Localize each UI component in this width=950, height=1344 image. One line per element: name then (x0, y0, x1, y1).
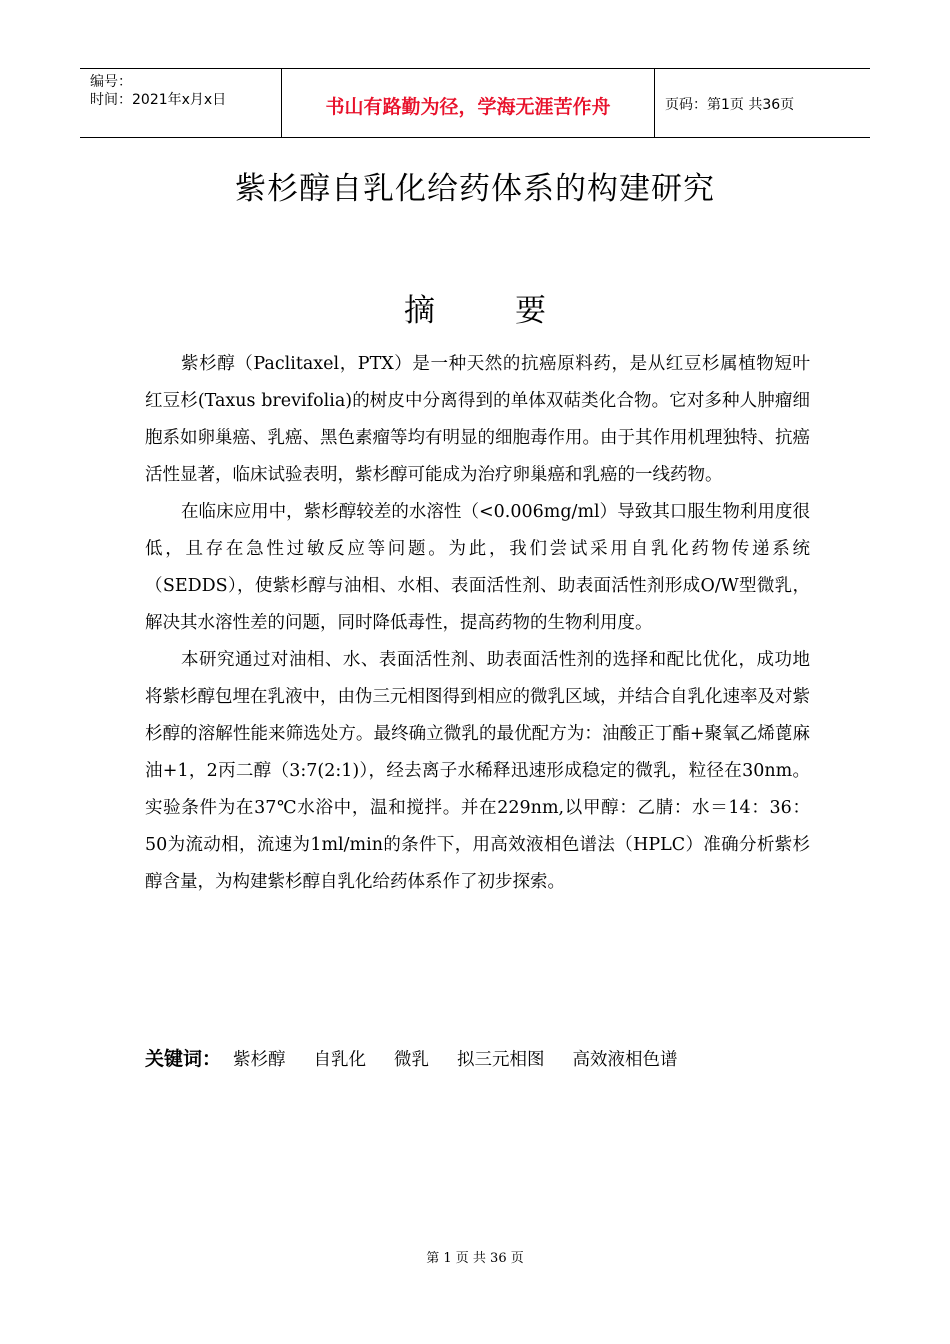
header-motto: 书山有路勤为径，学海无涯苦作舟 (282, 69, 655, 137)
keyword-item: 微乳 (394, 1050, 430, 1070)
keywords-line (145, 1044, 706, 1075)
document-date: 时间：2021年x月x日 (90, 92, 227, 108)
header-page-info: 页码：第1页 共36页 (665, 97, 795, 113)
document-title: 紫杉醇自乳化给药体系的构建研究 (235, 171, 715, 207)
abstract-body (145, 346, 810, 901)
abstract-paragraph: 紫杉醇（Paclitaxel，PTX）是一种天然的抗癌原料药，是从红豆杉属植物短叶红豆杉(Taxus brevifolia)的树皮中分离得到的单体双萜类化合物。它对多种人肿瘤细胞系如卵巢癌、乳癌、黑色素瘤等均有明显的细胞毒作用。由于其作用机理独特、抗癌活性显著，临床试验表明，紫杉醇可能成为治疗卵巢癌和乳癌的一线药物。 (145, 354, 810, 485)
header-meta (80, 69, 282, 137)
keyword-item: 紫杉醇 (233, 1050, 286, 1070)
abstract-heading (0, 285, 950, 330)
keywords-label: 关键词： (145, 1048, 222, 1070)
abstract-paragraph: 本研究通过对油相、水、表面活性剂、助表面活性剂的选择和配比优化，成功地将紫杉醇包埋在乳液中，由伪三元相图得到相应的微乳区域，并结合自乳化速率及对紫杉醇的溶解性能来筛选处方。最终确立微乳的最优配方为：油酸正丁酯+聚氧乙烯蓖麻油+1，2丙二醇（3:7(2:1)），经去离子水稀释迅速形成稳定的微乳，粒径在30nm。实验条件为在37℃水浴中，温和搅拌。并在229nm,以甲醇：乙腈：水＝14：36：50为流动相，流速为1ml/min的条件下，用高效液相色谱法（HPLC）准确分析紫杉醇含量，为构建紫杉醇自乳化给药体系作了初步探索。 (145, 650, 810, 892)
keyword-item: 自乳化 (313, 1050, 367, 1070)
keyword-item: 高效液相色谱 (572, 1050, 678, 1070)
document-number: 编号： (90, 74, 132, 90)
keyword-item: 拟三元相图 (457, 1050, 545, 1070)
document-header (80, 68, 870, 138)
abstract-paragraph: 在临床应用中，紫杉醇较差的水溶性（<0.006mg/ml）导致其口服生物利用度很低，且存在急性过敏反应等问题。为此，我们尝试采用自乳化药物传递系统（SEDDS），使紫杉醇与油相、水相、表面活性剂、助表面活性剂形成O/W型微乳，解决其水溶性差的问题，同时降低毒性，提高药物的生物利用度。 (145, 502, 810, 633)
abstract-heading-char-2: 要 (515, 293, 546, 329)
abstract-heading-char-1: 摘 (404, 293, 435, 329)
page-footer: 第 1 页 共 36 页 (426, 1251, 524, 1266)
